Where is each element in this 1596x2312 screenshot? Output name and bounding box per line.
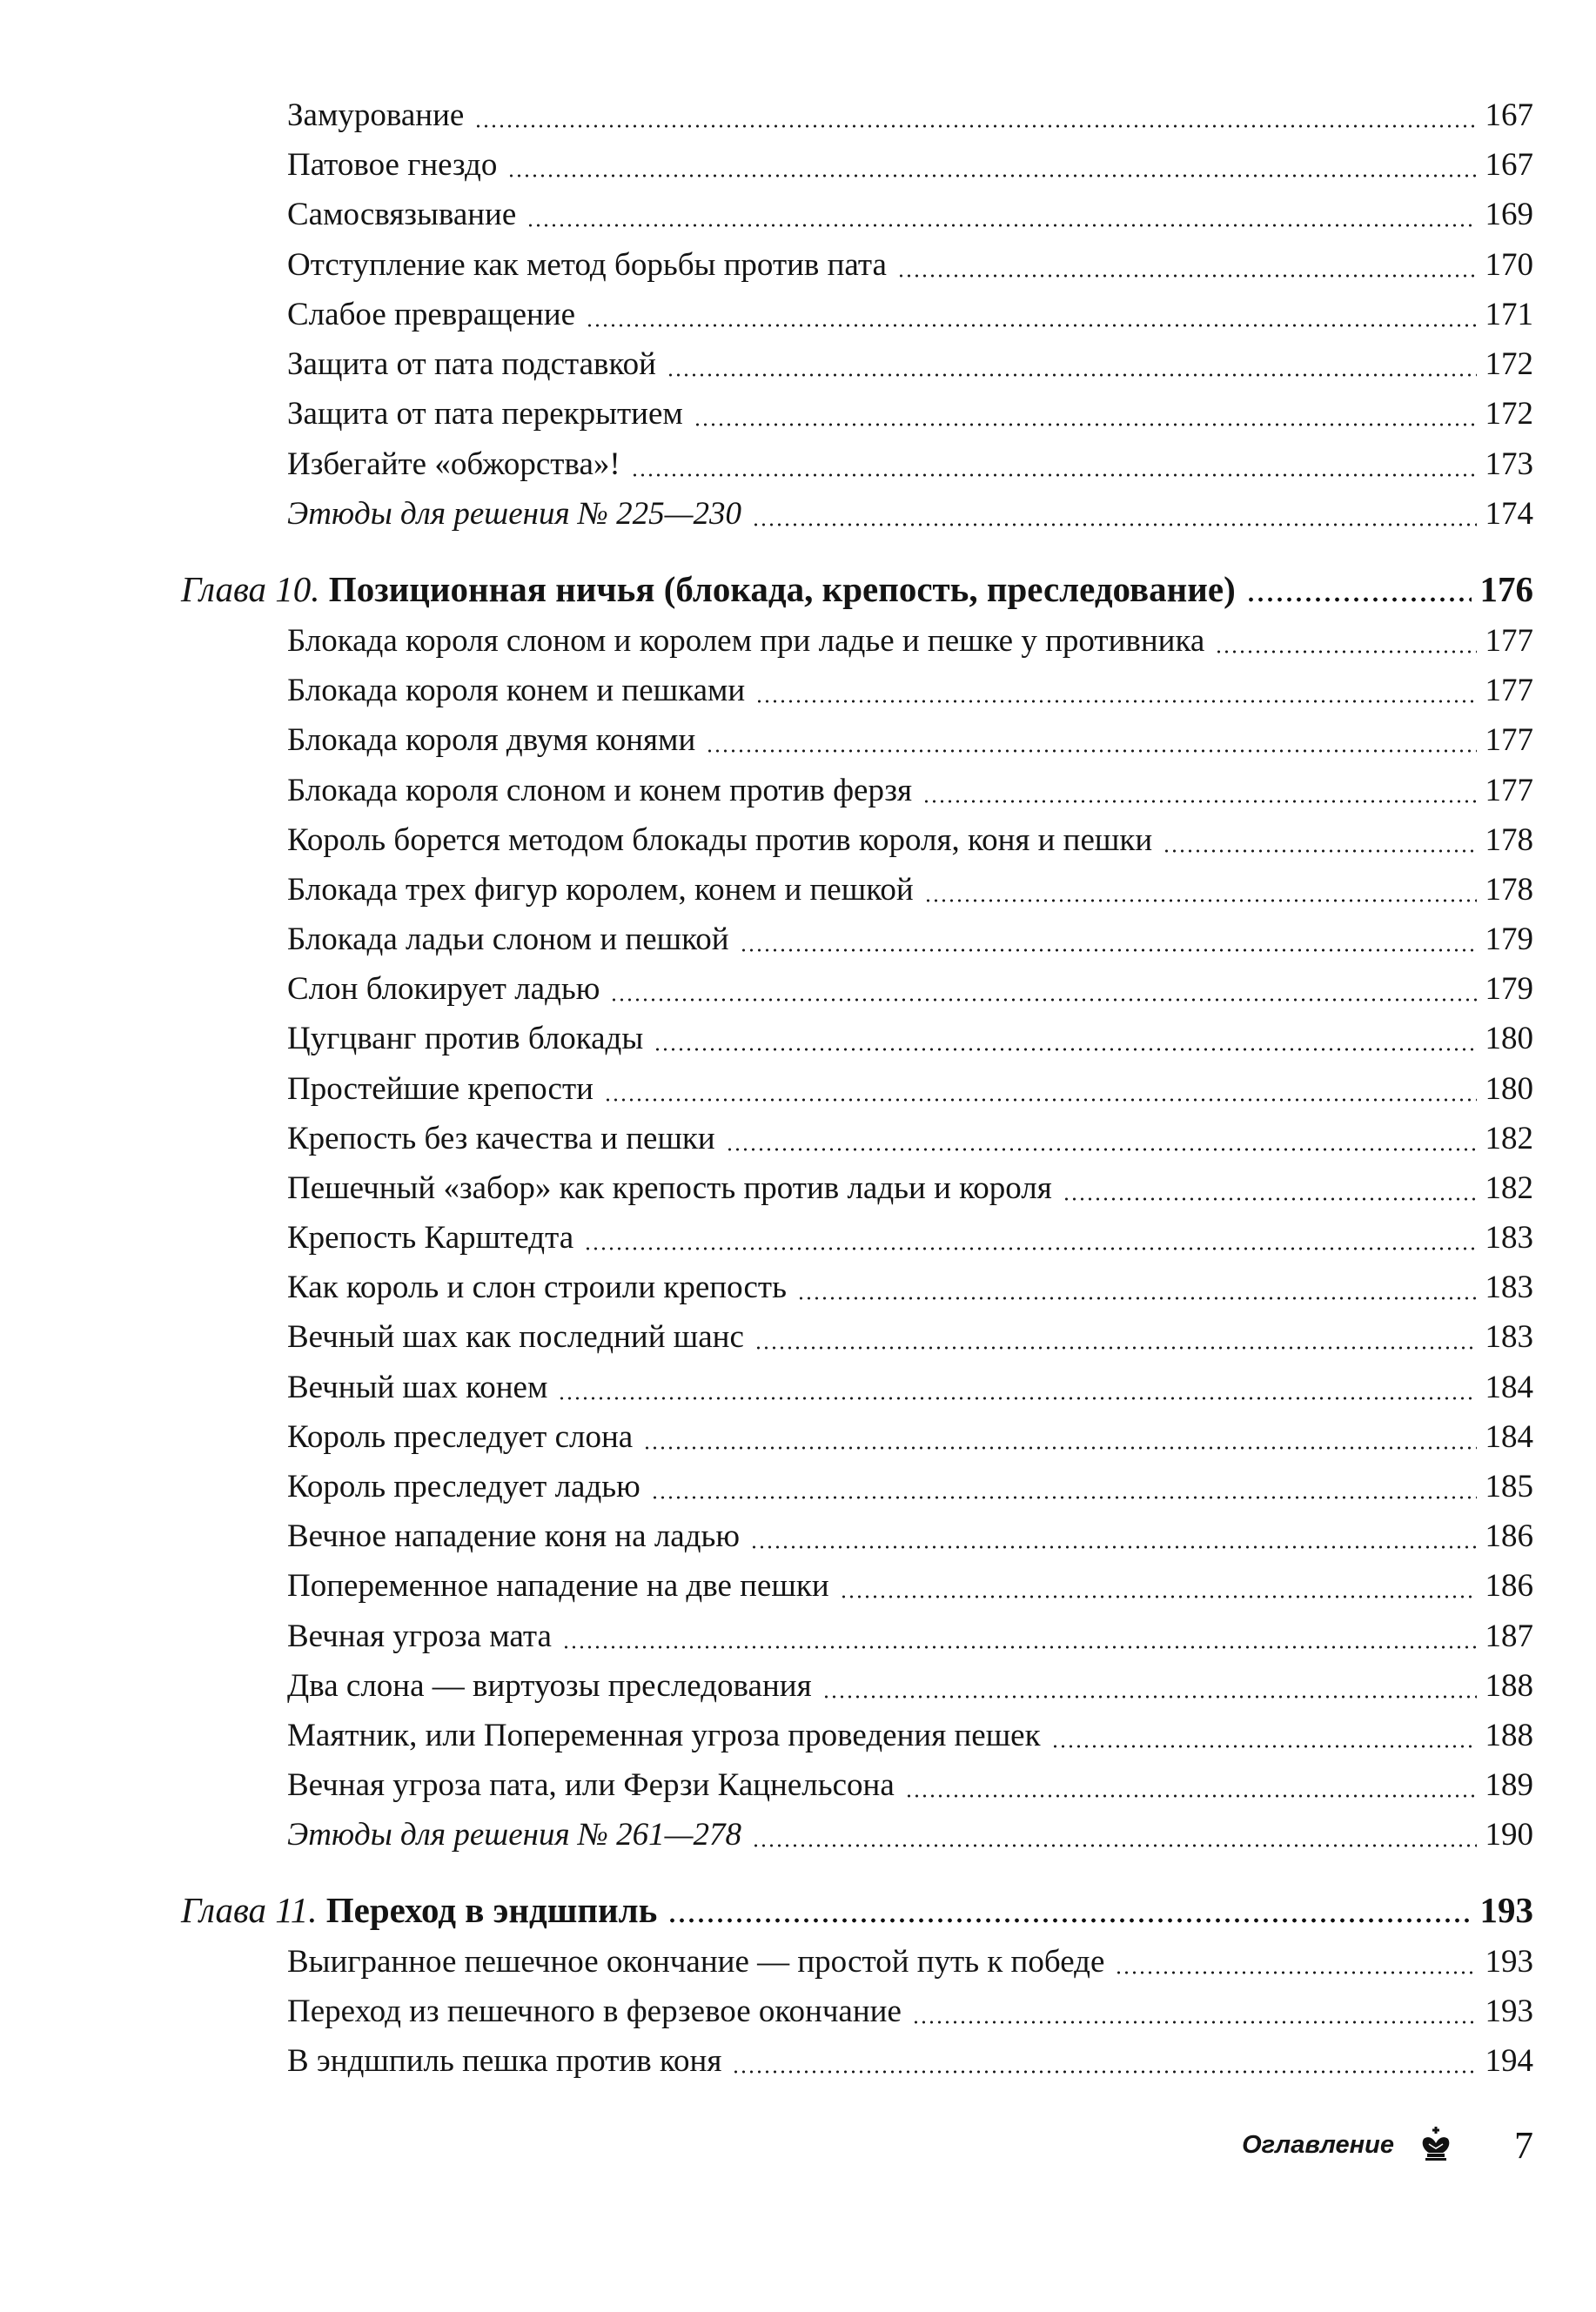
- entry-page: 177: [1485, 722, 1533, 758]
- entry-title: Переход из пешечного в ферзевое окончание: [287, 1994, 902, 2029]
- entry-page: 170: [1485, 247, 1533, 283]
- entry-title: Пешечный «забор» как крепость против ладьи и короля: [287, 1170, 1052, 1206]
- dot-leader: [694, 422, 1477, 427]
- dot-leader: [474, 124, 1476, 129]
- toc-entry[interactable]: [287, 389, 1533, 439]
- entry-page: 171: [1485, 297, 1533, 332]
- entry-page: 183: [1485, 1319, 1533, 1355]
- entry-title: Цугцванг против блокады: [287, 1021, 644, 1056]
- chapter-title: [181, 1885, 662, 1935]
- entry-title: Самосвязывание: [287, 197, 517, 232]
- entry-title: Маятник, или Попеременная угроза проведения пешек: [287, 1718, 1041, 1753]
- toc-entry-studies[interactable]: [287, 1810, 1533, 1860]
- entry-title: Попеременное нападение на две пешки: [287, 1568, 829, 1604]
- toc-entry[interactable]: [287, 666, 1533, 716]
- toc-entry[interactable]: [287, 1363, 1533, 1413]
- dot-leader: [750, 1545, 1476, 1550]
- toc-entry[interactable]: [287, 815, 1533, 866]
- entry-title: Слон блокирует ладью: [287, 971, 600, 1007]
- toc-entry[interactable]: [287, 339, 1533, 390]
- toc-entry[interactable]: [287, 1661, 1533, 1712]
- chapter-name: Переход в эндшпиль: [325, 1890, 658, 1930]
- entry-page: 178: [1485, 822, 1533, 858]
- dot-leader: [840, 1594, 1477, 1599]
- dot-leader: [1163, 848, 1476, 854]
- dot-leader: [1051, 1744, 1477, 1749]
- toc-entry[interactable]: [287, 715, 1533, 766]
- chapter-11-heading[interactable]: [181, 1885, 1533, 1935]
- toc-entry[interactable]: [287, 1014, 1533, 1064]
- entry-page: 182: [1485, 1170, 1533, 1206]
- entry-title: Этюды для решения № 261—278: [287, 1817, 741, 1853]
- dot-leader: [897, 273, 1477, 278]
- entry-title: В эндшпиль пешка против коня: [287, 2043, 722, 2079]
- entry-title: Блокада короля конем и пешками: [287, 673, 746, 708]
- dot-leader: [740, 948, 1477, 953]
- entry-title: Блокада трех фигур королем, конем и пешкой: [287, 872, 914, 908]
- dot-leader: [526, 223, 1476, 228]
- toc-entry[interactable]: [287, 1711, 1533, 1761]
- entry-title: Защита от пата подставкой: [287, 346, 656, 382]
- toc-entry[interactable]: [287, 1760, 1533, 1811]
- dot-leader: [755, 699, 1476, 704]
- entry-page: 177: [1485, 673, 1533, 708]
- dot-leader: [631, 472, 1477, 478]
- entry-page: 173: [1485, 446, 1533, 482]
- dot-leader: [912, 2020, 1477, 2025]
- toc-entry[interactable]: [287, 1312, 1533, 1363]
- entry-title: Блокада короля двумя конями: [287, 722, 696, 758]
- entry-title: Избегайте «обжорства»!: [287, 446, 620, 482]
- entry-page: 167: [1485, 97, 1533, 133]
- entry-page: 180: [1485, 1071, 1533, 1107]
- entry-page: 172: [1485, 396, 1533, 432]
- entry-title: Простейшие крепости: [287, 1071, 593, 1107]
- entry-title: Блокада ладьи слоном и пешкой: [287, 921, 729, 957]
- entry-page: 184: [1485, 1419, 1533, 1455]
- chapter-title: [181, 564, 1241, 614]
- entry-page: 186: [1485, 1518, 1533, 1554]
- entry-page: 174: [1485, 496, 1533, 532]
- toc-entry[interactable]: [287, 1114, 1533, 1164]
- entry-title: Два слона — виртуозы преследования: [287, 1668, 812, 1704]
- dot-leader: [924, 898, 1477, 903]
- entry-page: 189: [1485, 1767, 1533, 1803]
- chapter-name: Позиционная ничья (блокада, крепость, преследование): [328, 569, 1236, 609]
- entry-title: Вечная угроза пата, или Ферзи Кацнельсона: [287, 1767, 895, 1803]
- toc-entry[interactable]: [287, 1064, 1533, 1115]
- toc-entry[interactable]: [287, 1612, 1533, 1662]
- entry-page: 182: [1485, 1121, 1533, 1156]
- dot-leader: [1063, 1196, 1477, 1202]
- entry-page: 177: [1485, 773, 1533, 808]
- entry-page: 179: [1485, 921, 1533, 957]
- toc-entry[interactable]: [287, 1213, 1533, 1263]
- toc-entry[interactable]: [287, 1462, 1533, 1512]
- entry-title: Блокада короля слоном и королем при ладье и пешке у противника: [287, 623, 1205, 659]
- entry-title: Король борется методом блокады против короля, коня и пешки: [287, 822, 1153, 858]
- dot-leader: [726, 1147, 1477, 1152]
- dot-leader: [586, 323, 1476, 328]
- dot-leader: [797, 1296, 1477, 1301]
- toc-entry[interactable]: [287, 290, 1533, 340]
- dot-leader: [651, 1495, 1477, 1500]
- entry-page: 177: [1485, 623, 1533, 659]
- entry-title: Вечный шах конем: [287, 1370, 548, 1405]
- chapter-page: 176: [1479, 569, 1533, 609]
- entry-page: 185: [1485, 1469, 1533, 1504]
- dot-leader: [558, 1396, 1476, 1401]
- toc-entry[interactable]: [287, 90, 1533, 141]
- dot-leader: [732, 2069, 1476, 2074]
- chapter-label: Глава 11.: [181, 1890, 318, 1930]
- entry-page: 194: [1485, 2043, 1533, 2079]
- page-number: 7: [1514, 2124, 1533, 2167]
- dot-leader: [822, 1694, 1477, 1699]
- entry-title: Отступление как метод борьбы против пата: [287, 247, 887, 283]
- entry-page: 186: [1485, 1568, 1533, 1604]
- entry-title: Король преследует ладью: [287, 1469, 640, 1504]
- dot-leader: [584, 1246, 1476, 1251]
- chapter-label: Глава 10.: [181, 569, 320, 609]
- toc-entry[interactable]: [287, 1412, 1533, 1463]
- dot-leader: [752, 1843, 1477, 1848]
- toc-entry[interactable]: [287, 240, 1533, 291]
- dot-leader: [667, 1918, 1471, 1923]
- entry-title: Вечный шах как последний шанс: [287, 1319, 744, 1355]
- entry-page: 183: [1485, 1270, 1533, 1305]
- dot-leader: [1215, 649, 1476, 654]
- entry-title: Этюды для решения № 225—230: [287, 496, 741, 532]
- running-section-title: Оглавление: [1242, 2131, 1394, 2159]
- dot-leader: [562, 1645, 1477, 1650]
- toc-entry[interactable]: [287, 190, 1533, 240]
- entry-page: 184: [1485, 1370, 1533, 1405]
- dot-leader: [654, 1047, 1476, 1052]
- toc-entry[interactable]: [287, 616, 1533, 667]
- entry-page: 180: [1485, 1021, 1533, 1056]
- toc-entry[interactable]: [287, 140, 1533, 191]
- toc-entry[interactable]: [287, 2036, 1533, 2087]
- toc-entry[interactable]: [287, 1511, 1533, 1562]
- chapter-page: 193: [1479, 1890, 1533, 1930]
- entry-title: Замурование: [287, 97, 465, 133]
- chapter-10-heading[interactable]: [181, 564, 1533, 614]
- dot-leader: [1115, 1970, 1476, 1975]
- dot-leader: [922, 799, 1476, 804]
- toc-entry[interactable]: [287, 1263, 1533, 1313]
- entry-page: 167: [1485, 147, 1533, 183]
- entry-title: Блокада короля слоном и конем против ферзя: [287, 773, 913, 808]
- dot-leader: [706, 748, 1476, 754]
- entry-title: Выигранное пешечное окончание — простой путь к победе: [287, 1944, 1105, 1980]
- toc-entry[interactable]: [287, 964, 1533, 1015]
- toc-entry[interactable]: [287, 1561, 1533, 1612]
- dot-leader: [754, 1345, 1477, 1350]
- entry-page: 188: [1485, 1718, 1533, 1753]
- entry-title: Вечная угроза мата: [287, 1618, 552, 1654]
- chess-king-icon: [1417, 2124, 1455, 2167]
- entry-page: 183: [1485, 1220, 1533, 1256]
- entry-page: 193: [1485, 1994, 1533, 2029]
- entry-title: Защита от пата перекрытием: [287, 396, 683, 432]
- dot-leader: [610, 997, 1476, 1002]
- entry-title: Как король и слон строили крепость: [287, 1270, 787, 1305]
- entry-page: 172: [1485, 346, 1533, 382]
- entry-title: Патовое гнездо: [287, 147, 498, 183]
- entry-title: Король преследует слона: [287, 1419, 634, 1455]
- entry-page: 190: [1485, 1817, 1533, 1853]
- entry-title: Слабое превращение: [287, 297, 576, 332]
- toc-entry[interactable]: [287, 1937, 1533, 1987]
- entry-title: Крепость без качества и пешки: [287, 1121, 715, 1156]
- entry-page: 179: [1485, 971, 1533, 1007]
- toc-entry-studies[interactable]: [287, 489, 1533, 539]
- entry-page: 187: [1485, 1618, 1533, 1654]
- entry-page: 169: [1485, 197, 1533, 232]
- toc-entry[interactable]: [287, 915, 1533, 965]
- toc-entry[interactable]: [287, 1163, 1533, 1214]
- dot-leader: [604, 1097, 1477, 1102]
- toc-entry[interactable]: [287, 1987, 1533, 2037]
- dot-leader: [667, 372, 1477, 378]
- toc-entry[interactable]: [287, 766, 1533, 816]
- entry-page: 178: [1485, 872, 1533, 908]
- entry-title: Крепость Карштедта: [287, 1220, 574, 1256]
- entry-page: 188: [1485, 1668, 1533, 1704]
- entry-page: 193: [1485, 1944, 1533, 1980]
- dot-leader: [905, 1793, 1477, 1799]
- dot-leader: [752, 522, 1477, 527]
- dot-leader: [507, 173, 1476, 178]
- entry-title: Вечное нападение коня на ладью: [287, 1518, 741, 1554]
- dot-leader: [1246, 597, 1472, 602]
- toc-entry[interactable]: [287, 865, 1533, 915]
- page-footer: [1242, 2123, 1533, 2168]
- dot-leader: [643, 1445, 1476, 1451]
- toc-entry[interactable]: [287, 439, 1533, 490]
